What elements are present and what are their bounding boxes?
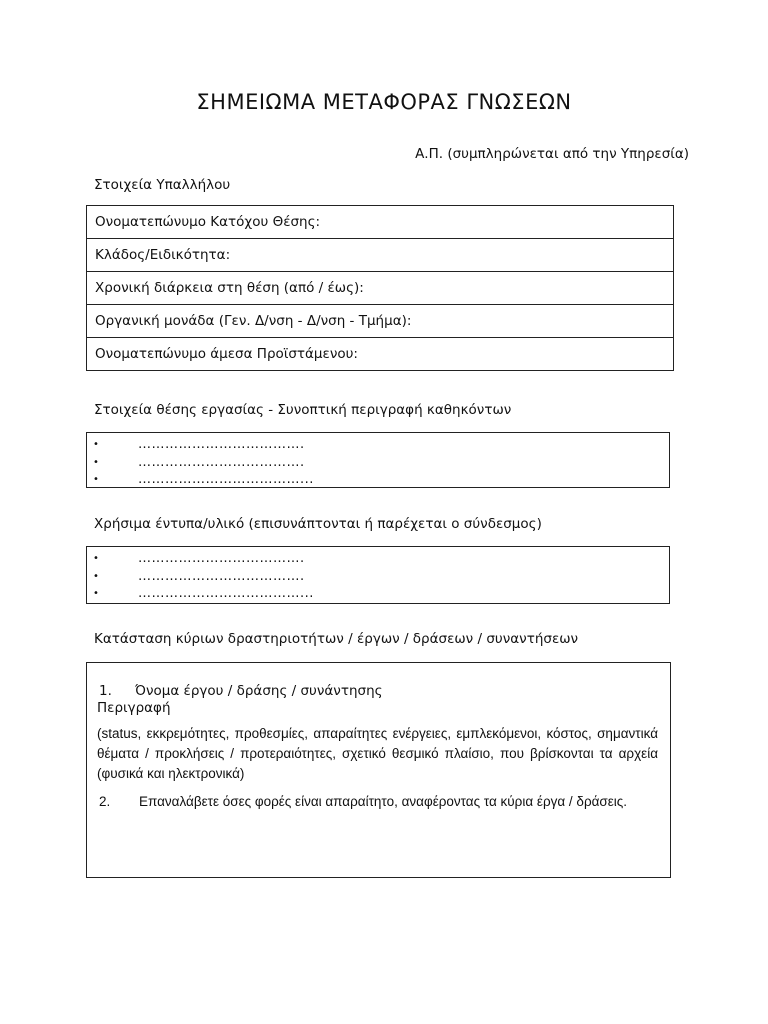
list-item — [87, 454, 669, 472]
activity-item-heading — [97, 683, 658, 699]
bullet-icon: • — [93, 439, 99, 451]
material-placeholder: ………………………………. — [138, 551, 305, 567]
table-row — [87, 272, 674, 305]
bullet-icon: • — [93, 474, 99, 486]
branch-specialty-field[interactable]: Κλάδος/Ειδικότητα: — [87, 239, 674, 272]
duty-placeholder: ………………………………... — [138, 472, 314, 488]
repeat-number: 2. — [99, 794, 111, 809]
list-item — [87, 550, 669, 568]
list-item — [87, 471, 669, 489]
material-placeholder: ………………………………. — [138, 568, 305, 584]
duties-bullet-box[interactable] — [86, 432, 670, 488]
employee-info-table — [86, 205, 674, 371]
duty-placeholder: ………………………………. — [138, 437, 305, 453]
materials-section-heading: Χρήσιμα έντυπα/υλικό (επισυνάπτονται ή παρέχεται ο σύνδεσμος) — [94, 516, 542, 532]
activity-title: Όνομα έργου / δράσης / συνάντησης — [135, 683, 383, 699]
employee-section-heading: Στοιχεία Υπαλλήλου — [94, 177, 231, 193]
holder-name-field[interactable]: Ονοματεπώνυμο Κατόχου Θέσης: — [87, 206, 674, 239]
duration-field[interactable]: Χρονική διάρκεια στη θέση (από / έως): — [87, 272, 674, 305]
table-row — [87, 338, 674, 371]
list-item — [87, 568, 669, 586]
bullet-icon: • — [93, 570, 99, 582]
list-item — [87, 436, 669, 454]
table-row — [87, 305, 674, 338]
repeat-instruction — [97, 792, 658, 812]
table-row — [87, 206, 674, 239]
duty-placeholder: ………………………………. — [138, 454, 305, 470]
description-label: Περιγραφή — [97, 700, 171, 716]
material-placeholder: ………………………………... — [138, 586, 314, 602]
activity-number: 1. — [99, 683, 112, 699]
list-item — [87, 585, 669, 603]
bullet-icon: • — [93, 456, 99, 468]
materials-bullet-box[interactable] — [86, 546, 670, 604]
description-text: (status, εκκρεμότητες, προθεσμίες, απαραίτητες ενέργειες, εμπλεκόμενοι, κόστος, σημαντικά θέματα / προκλήσεις / προτεραιότητες, σχετικό θεσμικό πλαίσιο, που βρίσκονται τα αρχεία (φυσικά και ηλεκτρονικά) — [97, 726, 658, 781]
repeat-text: Επαναλάβετε όσες φορές είναι απαραίτητο, αναφέροντας τα κύρια έργα / δράσεις. — [139, 794, 628, 809]
bullet-icon: • — [93, 588, 99, 600]
activities-box[interactable] — [86, 662, 671, 878]
position-section-heading: Στοιχεία θέσης εργασίας - Συνοπτική περιγραφή καθηκόντων — [94, 402, 512, 418]
document-title: ΣΗΜΕΙΩΜΑ ΜΕΤΑΦΟΡΑΣ ΓΝΩΣΕΩΝ — [196, 90, 572, 114]
table-row — [87, 239, 674, 272]
organizational-unit-field[interactable]: Οργανική μονάδα (Γεν. Δ/νση - Δ/νση - Τμήμα): — [87, 305, 674, 338]
supervisor-name-field[interactable]: Ονοματεπώνυμο άμεσα Προϊστάμενου: — [87, 338, 674, 371]
bullet-icon: • — [93, 553, 99, 565]
activities-section-heading: Κατάσταση κύριων δραστηριοτήτων / έργων / δράσεων / συναντήσεων — [94, 631, 579, 647]
protocol-number-note: Α.Π. (συμπληρώνεται από την Υπηρεσία) — [415, 146, 689, 162]
